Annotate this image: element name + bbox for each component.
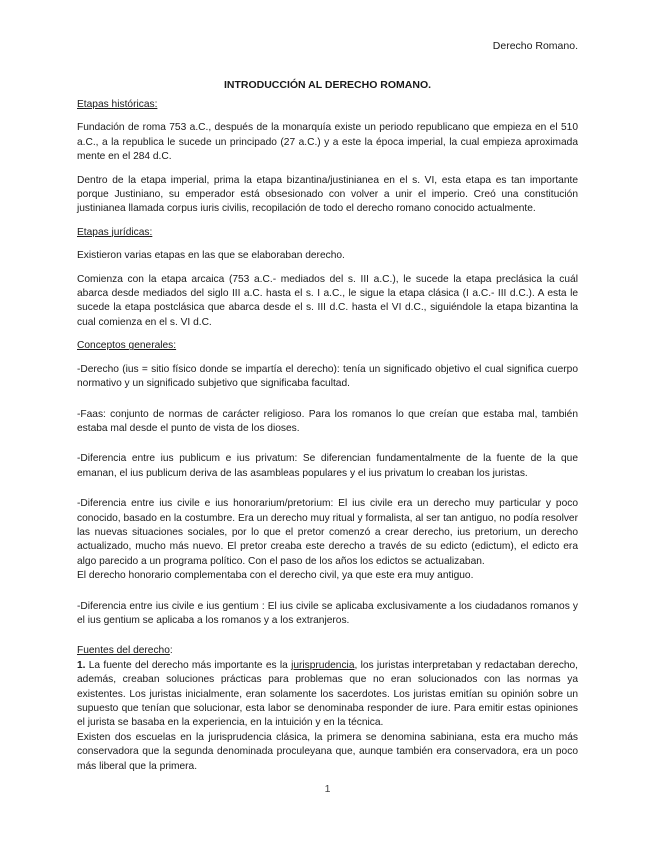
item-term: jurisprudencia — [291, 659, 355, 671]
running-header: Derecho Romano. — [492, 40, 578, 52]
paragraph: -Diferencia entre ius publicum e ius privatum: Se diferencian fundamentalmente de la fuente de la que emanan, el ius publicum deriva de las asambleas populares y el ius privatum lo creaban los juristas. — [77, 453, 578, 479]
document-body — [77, 98, 578, 774]
paragraph: Comienza con la etapa arcaica (753 a.C.- mediados del s. III a.C.), le sucede la etapa preclásica la cuál abarca desde mediados del siglo III a.C. hasta el s. I a.C., le sigue la etapa clásica (I a.C.- III d.C.). A esta le sucede la etapa postclásica que abarca desde el s. III d.C. hasta el VI d.C., siguiéndole la etapa bizantina la cual comienza en el s. VI d.C. — [77, 273, 578, 328]
item-number: 1. — [77, 659, 86, 671]
paragraph: Existen dos escuelas en la jurisprudencia clásica, la primera se denomina sabiniana, esta era mucho más conservadora que la segunda denominada proculeyana que, aunque también era conservadora, era un poco más liberal que la primera. — [77, 731, 578, 772]
paragraph: -Diferencia entre ius civile e ius honorarium/pretorium: El ius civile era un derecho muy particular y poco conocido, basado en la costumbre. Era un derecho muy ritual y formalista, al ser tan antiguo, no podía resolver las nuevas situaciones sociales, por lo que el pretor comenzó a crear derecho, ius pretorium, un derecho actualizado, mucho más nuevo. El pretor creaba este derecho a través de su edicto (edictum), el edicto era algo parecido a un programa político. Con el paso de los años los edictos se actualizaban. — [77, 498, 578, 567]
paragraph: -Derecho (ius = sitio físico donde se impartía el derecho): tenía un significado objetivo el cual significa cuerpo normativo y un significado subjetivo que significaba facultad. — [77, 363, 578, 390]
section-heading-conceptos-generales: Conceptos generales: — [77, 340, 177, 352]
paragraph: Fundación de roma 753 a.C., después de la monarquía existe un periodo republicano que empieza en el 510 a.C., a la republica le sucede un principado (27 a.C.) y a este la época imperial, la cual empieza aproximada mente en el 284 d.C. — [77, 122, 578, 163]
section-heading-fuentes-del-derecho — [77, 644, 578, 658]
page-number: 1 — [324, 783, 331, 795]
document-title: INTRODUCCIÓN AL DERECHO ROMANO. — [223, 79, 432, 91]
item-text: La fuente del derecho más importante es la — [85, 659, 292, 671]
paragraph: Dentro de la etapa imperial, prima la etapa bizantina/justinianea en el s. VI, esta etapa es tan importante porque Justiniano, su emperador está obsesionado con volver a unir el imperio. Creó una constitución justinianea llamada corpus iuris civilis, recopilación de todo el derecho romano conocido actualmente. — [77, 174, 578, 215]
heading-text: Fuentes del derecho — [77, 645, 170, 657]
paragraph: El derecho honorario complementaba con el derecho civil, ya que este era muy antiguo. — [77, 570, 474, 582]
list-item — [77, 659, 578, 731]
paragraph: -Faas: conjunto de normas de carácter religioso. Para los romanos lo que creían que estaba mal, también estaba mal desde el punto de vista de los dioses. — [77, 408, 578, 434]
section-heading-etapas-juridicas: Etapas jurídicas: — [77, 226, 153, 238]
heading-colon: : — [169, 645, 173, 657]
section-heading-etapas-historicas: Etapas históricas: — [77, 99, 158, 110]
paragraph: Existieron varias etapas en las que se elaboraban derecho. — [77, 250, 345, 262]
item-text: , los juristas interpretaban y redactaban derecho, además, creaban soluciones prácticas para problemas que no eran solucionados con las normas ya existentes. Los juristas inicialmente, eran solamente los sacerdotes. Los juristas emitían su opinión sobre un supuesto que tenían que solucionar, esta labor se denominaba responder de iure. Para emitir estas opiniones el jurista se basaba en la experiencia, en la intuición y en la técnica. — [77, 659, 578, 729]
paragraph: -Diferencia entre ius civile e ius gentium : El ius civile se aplicaba exclusivamente a los ciudadanos romanos y el ius gentium se aplicaba a los romanos y a los extranjeros. — [77, 600, 578, 626]
